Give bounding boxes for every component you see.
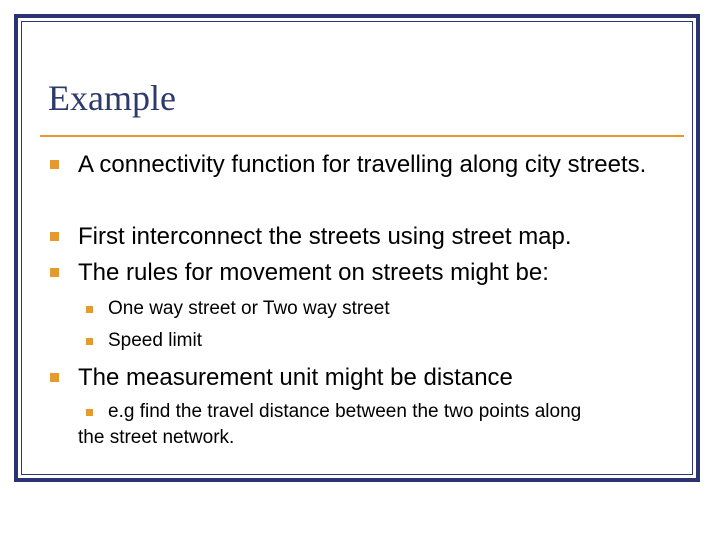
- bullet-item: First interconnect the streets using street map.: [78, 223, 572, 250]
- sub-bullet-item: Speed limit: [108, 330, 202, 351]
- square-bullet-icon: [50, 268, 59, 277]
- sub-bullet-item-continuation: the street network.: [78, 427, 235, 448]
- slide-title: Example: [48, 78, 176, 118]
- square-bullet-icon: [86, 306, 93, 313]
- square-bullet-icon: [86, 409, 93, 416]
- square-bullet-icon: [50, 160, 59, 169]
- square-bullet-icon: [50, 232, 59, 241]
- square-bullet-icon: [86, 338, 93, 345]
- bullet-item: The measurement unit might be distance: [78, 364, 513, 391]
- square-bullet-icon: [50, 373, 59, 382]
- sub-bullet-item: One way street or Two way street: [108, 298, 390, 319]
- sub-bullet-item: e.g find the travel distance between the two points along: [108, 401, 582, 422]
- bullet-item: The rules for movement on streets might be:: [78, 259, 549, 286]
- bullet-item: A connectivity function for travelling along city streets.: [78, 151, 647, 178]
